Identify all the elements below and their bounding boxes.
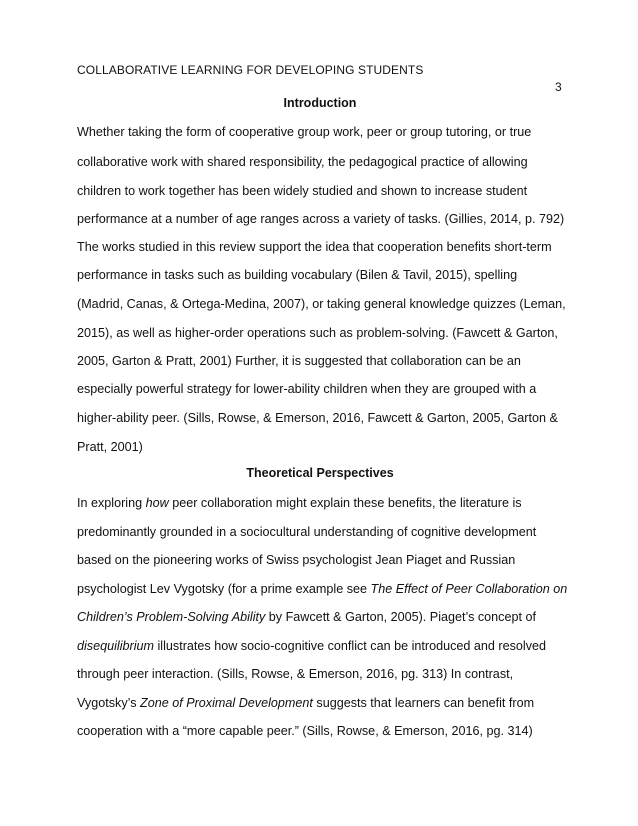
italic-term-zpd: Zone of Proximal Development (140, 696, 313, 710)
italic-title: The Effect of Peer Collaboration on (370, 582, 568, 596)
paragraph-line: 2015), as well as higher-order operations such as problem-solving. (Fawcett & Garton, (77, 326, 558, 340)
paragraph-line: performance at a number of age ranges across a variety of tasks. (Gillies, 2014, p. 792) (77, 212, 565, 226)
paragraph-line (77, 610, 536, 624)
section-heading-introduction: Introduction (283, 96, 357, 110)
paragraph-line: collaborative work with shared responsibility, the pedagogical practice of allowing (77, 155, 528, 169)
text-run: In exploring (77, 496, 146, 510)
paragraph-line (77, 582, 567, 596)
paragraph-line (77, 639, 546, 653)
paragraph-line: based on the pioneering works of Swiss psychologist Jean Piaget and Russian (77, 553, 516, 567)
text-run: illustrates how socio-cognitive conflict can be introduced and resolved (154, 639, 547, 653)
section-heading-theoretical-perspectives: Theoretical Perspectives (246, 466, 394, 480)
text-run: suggests that learners can benefit from (312, 696, 535, 710)
paragraph-line: Whether taking the form of cooperative group work, peer or group tutoring, or true (77, 125, 532, 139)
italic-title: Children’s Problem-Solving Ability (77, 610, 266, 624)
paragraph-line: predominantly grounded in a sociocultural understanding of cognitive development (77, 525, 537, 539)
paragraph-line: through peer interaction. (Sills, Rowse, & Emerson, 2016, pg. 313) In contrast, (77, 667, 514, 681)
paragraph-line: performance in tasks such as building vocabulary (Bilen & Tavil, 2015), spelling (77, 268, 518, 282)
paragraph-line: 2005, Garton & Pratt, 2001) Further, it is suggested that collaboration can be an (77, 354, 521, 368)
italic-term-disequilibrium: disequilibrium (77, 639, 154, 653)
running-head: COLLABORATIVE LEARNING FOR DEVELOPING STUDENTS (77, 63, 424, 77)
page-number: 3 (555, 80, 562, 94)
paragraph-line (77, 496, 522, 510)
paragraph-line: children to work together has been widely studied and shown to increase student (77, 184, 528, 198)
paragraph-line: higher-ability peer. (Sills, Rowse, & Emerson, 2016, Fawcett & Garton, 2005, Garton & (77, 411, 558, 425)
italic-term-how: how (145, 496, 169, 510)
text-run: psychologist Lev Vygotsky (for a prime example see (77, 582, 371, 596)
paragraph-line: The works studied in this review support the idea that cooperation benefits short-term (77, 240, 552, 254)
paragraph-line (77, 696, 534, 710)
text-run: by Fawcett & Garton, 2005). Piaget’s concept of (265, 610, 536, 624)
paragraph-line: (Madrid, Canas, & Ortega-Medina, 2007), or taking general knowledge quizzes (Leman, (77, 297, 566, 311)
paragraph-line: especially powerful strategy for lower-ability children when they are grouped with a (77, 382, 537, 396)
text-run: Vygotsky’s (77, 696, 140, 710)
text-run: peer collaboration might explain these benefits, the literature is (168, 496, 522, 510)
paragraph-line: Pratt, 2001) (77, 440, 143, 454)
paragraph-line: cooperation with a “more capable peer.” (Sills, Rowse, & Emerson, 2016, pg. 314) (77, 724, 533, 738)
